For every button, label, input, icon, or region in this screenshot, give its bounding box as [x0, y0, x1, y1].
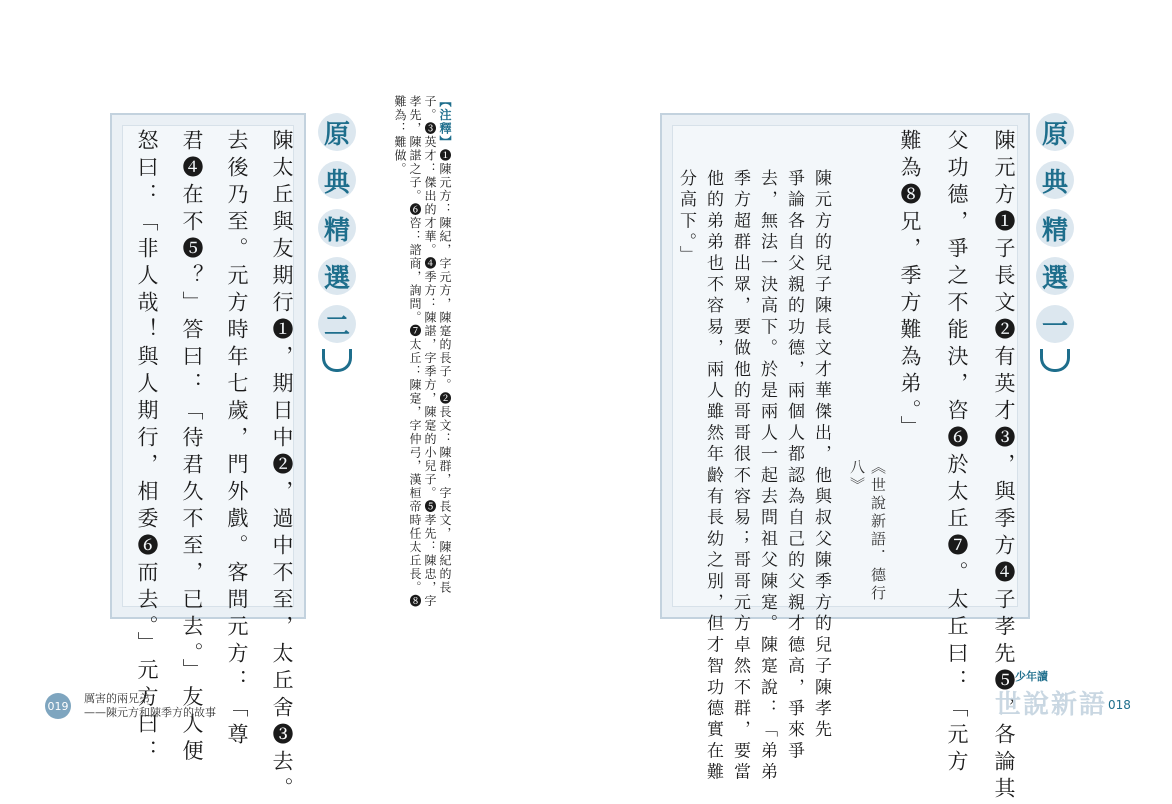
notes-heading: 【注釋】 [438, 95, 452, 149]
source-citation: 《世說新語．德行八》 [848, 459, 887, 603]
book-logo [995, 668, 1107, 721]
logo-small: 少年讀 [1015, 670, 1048, 683]
translation-col-1: 陳元方的兒子陳長文才華傑出，他與叔父陳季方的兒子陳孝先 [811, 169, 831, 742]
left-original-col-1: 陳太丘與友期行❶，期日中❷，過中不至，太丘舍❸去。 [270, 129, 294, 804]
title-decoration [1040, 349, 1070, 372]
right-card [660, 113, 1030, 804]
right-section-title [1036, 113, 1074, 372]
title-decoration [322, 349, 352, 372]
title-char: 典 [318, 161, 356, 199]
translation-col-6: 分高下。」 [676, 169, 696, 267]
title-char: 精 [1036, 209, 1074, 247]
notes-text: ❶陳元方：陳紀，字元方，陳寔的長子。❷長文：陳群，字長文，陳紀的長子。❸英才：傑出的才華。❹季方：陳諶，字季方，陳寔的小兒子。❺孝先：陳忠，字孝先，陳諶之子。❻咨：諮商，詢問。❼太丘：陳寔，字仲弓，漢桓帝時任太丘長。❽難為：難做。 [393, 95, 452, 608]
translation-col-2: 爭論各自父親的功德，兩個人都認為自己的父親才德高，爭來爭 [784, 169, 804, 763]
translation-col-5: 他的弟弟也不容易，兩人雖然年齡有長幼之別，但才智功德實在難 [703, 169, 723, 784]
title-char: 原 [318, 113, 356, 151]
title-char: 精 [318, 209, 356, 247]
left-original-col-3: 君❹在不❺？」答曰：「待君久不至，已去。」友人便 [180, 129, 204, 767]
right-original-col-1: 陳元方❶子長文❷有英才❸，與季方❹子孝先❺，各論其 [992, 129, 1016, 804]
title-char: 選 [318, 257, 356, 295]
title-char: 二 [318, 305, 356, 343]
translation-group [676, 169, 831, 784]
right-original-col-2: 父功德，爭之不能決，咨❻於太丘❼。太丘曰：「元方 [945, 129, 969, 777]
title-char: 典 [1036, 161, 1074, 199]
footer-subtitle: ——陳元方和陳季方的故事 [84, 706, 216, 719]
original-text-group [898, 129, 1016, 804]
left-section-title [318, 113, 356, 372]
title-char: 一 [1036, 305, 1074, 343]
page-number-right: 018 [1108, 698, 1131, 712]
right-original-col-3: 難為❽兄，季方難為弟。」 [898, 129, 922, 443]
logo-main: 世說新語 [995, 690, 1108, 720]
left-original-col-2: 去後乃至。元方時年七歲，門外戲。客問元方：「尊 [225, 129, 249, 750]
translation-col-4: 季方超群出眾，要做他的哥哥很不容易；哥哥元方卓然不群，要當 [730, 169, 750, 784]
left-original-col-4: 怒曰：「非人哉！與人期行，相委❻而去。」元方曰： [135, 129, 159, 767]
title-char: 選 [1036, 257, 1074, 295]
footer-title: 厲害的兩兄弟 [84, 692, 150, 705]
page-number-left: 019 [45, 693, 71, 719]
footer-title-block [84, 692, 216, 720]
notes-block [380, 95, 452, 615]
translation-col-3: 去，無法一決高下。於是兩人一起去問祖父陳寔。陳寔說：「弟弟 [757, 169, 777, 784]
title-char: 原 [1036, 113, 1074, 151]
